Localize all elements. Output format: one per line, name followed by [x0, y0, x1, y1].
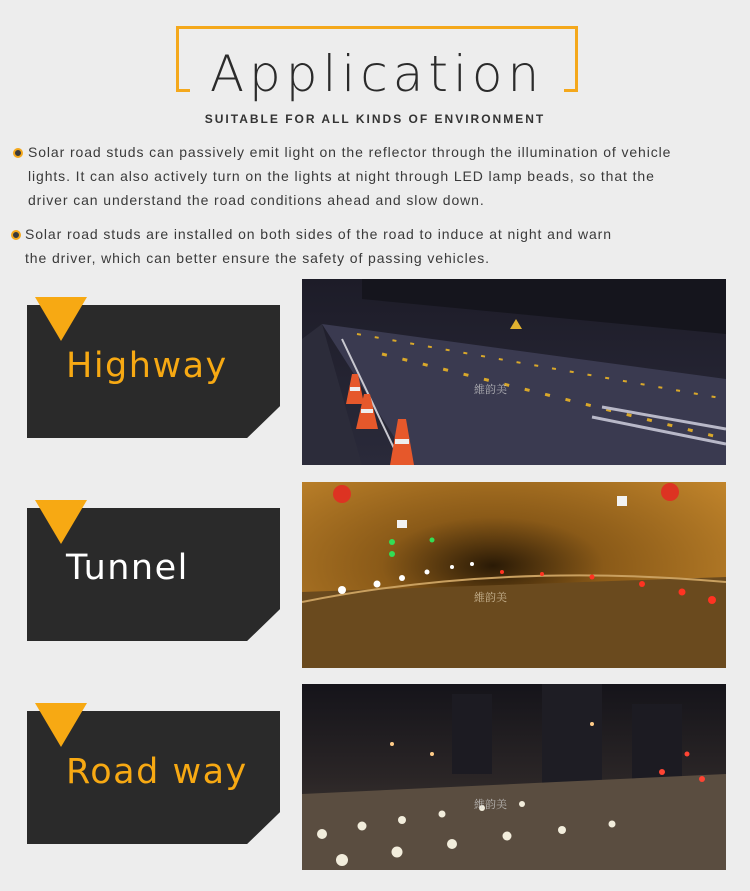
triangle-marker-icon	[35, 297, 87, 341]
triangle-marker-icon	[35, 500, 87, 544]
watermark-text: 維韵美	[474, 592, 507, 604]
description-line: Solar road studs are installed on both sides of the road to induce at night and warn	[25, 226, 612, 242]
description-1	[28, 140, 748, 212]
watermark-text: 維韵美	[474, 799, 507, 811]
highway-label: Highway	[66, 346, 228, 386]
roadway-label: Road way	[66, 752, 248, 792]
page-title: Application	[209, 45, 545, 103]
roadway-photo	[302, 684, 726, 870]
tunnel-label: Tunnel	[66, 548, 189, 588]
bullet-icon	[11, 230, 21, 240]
description-line: Solar road studs can passively emit light on the reflector through the illumination of vehicle	[28, 144, 672, 160]
bullet-icon	[13, 148, 23, 158]
tunnel-photo	[302, 482, 726, 668]
description-line: driver can understand the road conditions ahead and slow down.	[28, 192, 485, 208]
triangle-marker-icon	[35, 703, 87, 747]
page-subtitle: SUITABLE FOR ALL KINDS OF ENVIRONMENT	[204, 112, 546, 126]
description-line: the driver, which can better ensure the safety of passing vehicles.	[25, 250, 490, 266]
description-line: lights. It can also actively turn on the lights at night through LED lamp beads, so that the	[28, 168, 655, 184]
watermark-text: 維韵美	[474, 384, 507, 396]
highway-photo	[302, 279, 726, 465]
description-2	[25, 222, 745, 270]
